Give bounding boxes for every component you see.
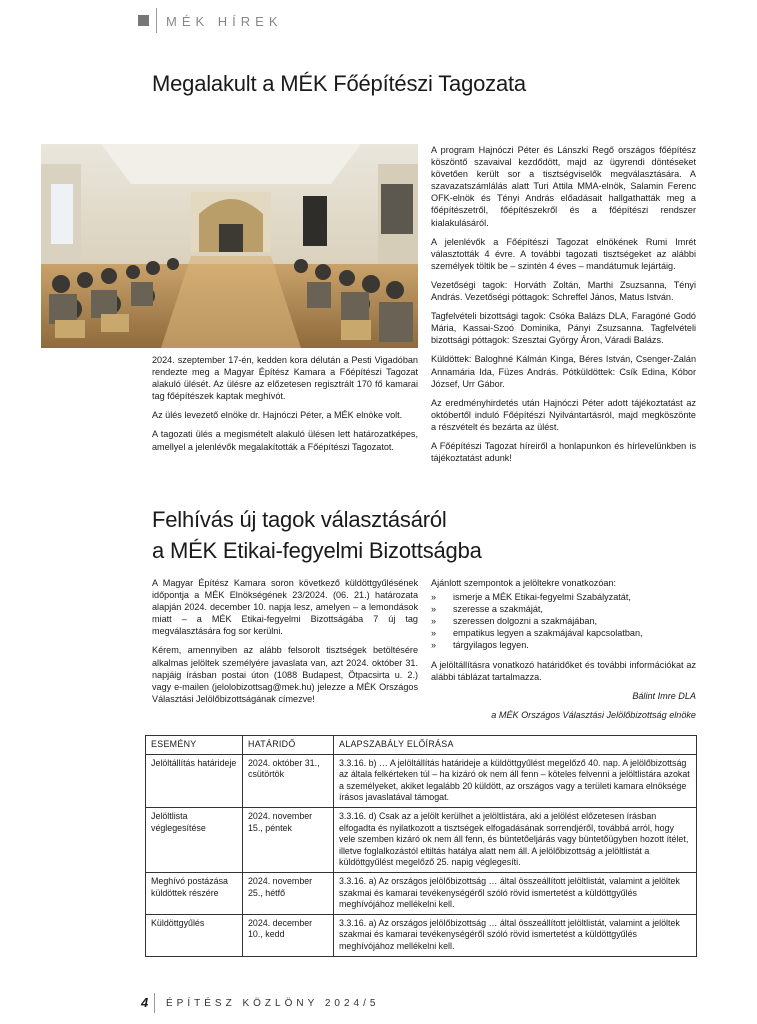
table-header-row: [146, 736, 697, 755]
signature-title: a MÉK Országos Választási Jelölőbizottság elnöke: [491, 709, 696, 720]
deadline-cell: 2024. október 31., csütörtök: [243, 754, 334, 807]
paragraph: Tagfelvételi bizottsági tagok: Csóka Balázs DLA, Faragóné Godó Mária, Kassai-Szoó Dominika, Pányi Zsuzsanna. Tagfelvételi bizottsági póttagok: Szesztai György Áron, Váradi Balázs.: [431, 311, 696, 346]
paragraph: Vezetőségi tagok: Horváth Zoltán, Marthi Zsuzsanna, Tényi András. Vezetőségi póttagok: Schreffel János, Matus István.: [431, 279, 696, 303]
article2-column-right: [431, 577, 696, 728]
criteria-list: [431, 591, 696, 651]
publication-name: ÉPÍTÉSZ KÖZLÖNY 2024/5: [166, 998, 380, 1009]
column-header-event: ESEMÉNY: [146, 736, 243, 755]
article2-title-line2: a MÉK Etikai-fegyelmi Bizottságba: [152, 538, 482, 563]
table-row: [146, 754, 697, 807]
article1-column-left: [152, 354, 418, 460]
list-item: » szeressen dolgozni a szakmájában,: [431, 615, 696, 627]
rule-cell: 3.3.16. a) Az országos jelölőbizottság … által összeállított jelöltlistát, valamint a jelöltek szakmai és kamarai tevékenységéről szóló rövid ismertetést a küldöttgyűlés meghívójához mellékelni kell.: [334, 872, 697, 914]
list-item: » szeresse a szakmáját,: [431, 603, 696, 615]
table-row: [146, 914, 697, 956]
deadline-cell: 2024. november 25., hétfő: [243, 872, 334, 914]
paragraph: Kérem, amennyiben az alább felsorolt tisztségek betöltésére alkalmas jelöltek személyére javaslata van, azt 2024. október 31. napjáig írásban postai úton (1088 Budapest, Ötpacsirta u. 2.) vagy e-mailen (jelolobizottsag@mek.hu) jelezze a MÉK Országos Választási Jelölőbizottságának címezve!: [152, 645, 418, 704]
event-cell: Meghívó postázása küldöttek részére: [146, 872, 243, 914]
paragraph: A jelenlévők a Főépítészi Tagozat elnökének Rumi Imrét választották 4 évre. A további tagozati tisztségeket az alábbi személyek töltik be – szintén 4 éves – mandátumuk lejártáig.: [431, 236, 696, 271]
paragraph: A jelöltállításra vonatkozó határidőket és további információkat az alábbi táblázat tartalmazza.: [431, 659, 696, 682]
article2-column-left: [152, 577, 418, 712]
deadline-cell: 2024. december 10., kedd: [243, 914, 334, 956]
paragraph: Az ülés levezető elnöke dr. Hajnóczi Péter, a MÉK elnöke volt.: [152, 410, 403, 421]
article1-column-right: [431, 144, 696, 471]
hall-illustration: [41, 144, 418, 348]
paragraph: A program Hajnóczi Péter és Lánszki Regő országos főépítész köszöntő szavaival kezdődött, majd az ügyrendi döntéseket követően került sor a tisztségviselők megválasztására. A szavazatszámlálás alatt Turi Attila MMA-elnök, Salamin Ferenc OFK-elnök és Tényi András előadásait hallgathatták meg a főépítészetről, főépítészekről és a főépítészi rendszer kialakulásáról.: [431, 145, 696, 228]
header-square-mark: [138, 15, 149, 26]
paragraph: Az eredményhirdetés után Hajnóczi Péter adott tájékoztatást az októbertől induló Főépítészi Nyilvántartásról, majd megköszönte a részvételt és bezárta az ülést.: [431, 397, 696, 432]
list-item: » empatikus legyen a szakmájával kapcsolatban,: [431, 627, 696, 639]
list-item: » tárgyilagos legyen.: [431, 639, 696, 651]
paragraph: Küldöttek: Baloghné Kálmán Kinga, Béres István, Csenger-Zalán Annamária Ida, Füzes András. Pótküldöttek: Csík Edina, Kóbor József, Urr Gábor.: [431, 354, 696, 389]
event-cell: Jelöltállítás határideje: [146, 754, 243, 807]
section-header: MÉK HÍREK: [166, 14, 283, 29]
article2-title: [152, 504, 482, 566]
column-header-rule: ALAPSZABÁLY ELŐÍRÁSA: [334, 736, 697, 755]
article2-title-line1: Felhívás új tagok választásáról: [152, 507, 447, 532]
rule-cell: 3.3.16. b) … A jelöltállítás határideje a küldöttgyűlést megelőző 40. nap. A jelölőbizottság az általa felkérteken túl – ha kizáró ok nem áll fenn – köteles felvenni a jelöltlistára azokat a személyeket, akiket legalább 20 küldött, az országos vagy a területi kamara elnöksége írásos javaslatával támogat.: [334, 754, 697, 807]
page-number: 4: [141, 995, 149, 1010]
criteria-intro: Ajánlott szempontok a jelöltekre vonatkozóan:: [431, 578, 617, 588]
assembly-photo: [41, 144, 418, 348]
rule-cell: 3.3.16. a) Az országos jelölőbizottság … által összeállított jelöltlistát, valamint a jelöltek szakmai és kamarai tevékenységéről szóló rövid ismertetést a küldöttgyűlés meghívójához mellékelni kell.: [334, 914, 697, 956]
paragraph: A Főépítészi Tagozat híreiről a honlapunkon és hírlevelünkben is tájékoztatást adunk!: [431, 440, 696, 464]
paragraph: A tagozati ülés a megismételt alakuló ülésen lett határozatképes, amellyel a jelenlévők megalakították a Főépítészi Tagozatot.: [152, 429, 418, 452]
rule-cell: 3.3.16. d) Csak az a jelölt kerülhet a jelöltlistára, aki a jelölést előzetesen írásban elfogadta és nyilatkozott a tisztségek elfogadásának sorrendjéről, továbbá arról, hogy vele szemben kizáró ok nem áll fenn, és büntetőeljárás vagy büntetőügyben hozott ítélet, illetve foglalkozástól eltiltás hatálya alatt nem áll. A jelölőbizottság a jelöltlistát a küldöttgyűlést megelőző 25. napig véglegesíti.: [334, 807, 697, 872]
table-row: [146, 872, 697, 914]
list-item: » ismerje a MÉK Etikai-fegyelmi Szabályzatát,: [431, 591, 696, 603]
header-divider: [156, 8, 157, 33]
event-cell: Jelöltlista véglegesítése: [146, 807, 243, 872]
article-title: Megalakult a MÉK Főépítészi Tagozata: [152, 71, 526, 96]
table-row: [146, 807, 697, 872]
signature-name: Bálint Imre DLA: [632, 690, 696, 701]
event-cell: Küldöttgyűlés: [146, 914, 243, 956]
paragraph: 2024. szeptember 17-én, kedden kora délután a Pesti Vigadóban rendezte meg a Magyar Építész Kamara a Főépítészi Tagozat alakuló ülését. Az ülésre az előzetesen regisztrált 170 fő kamarai tag főépítészek kaptak meghívót.: [152, 355, 418, 402]
deadline-cell: 2024. november 15., péntek: [243, 807, 334, 872]
deadlines-table: [145, 735, 697, 957]
paragraph: A Magyar Építész Kamara soron következő küldöttgyűlésének időpontja a MÉK Elnökségének 23/2024. (06. 21.) határozata alapján 2024. december 10. napja lesz, amelyen – a lemondások miatt – a MÉK Etikai-fegyelmi Bizottságába 7 új tag megválasztására fog sor kerülni.: [152, 578, 418, 637]
footer-divider: [154, 993, 155, 1013]
column-header-deadline: HATÁRIDŐ: [243, 736, 334, 755]
